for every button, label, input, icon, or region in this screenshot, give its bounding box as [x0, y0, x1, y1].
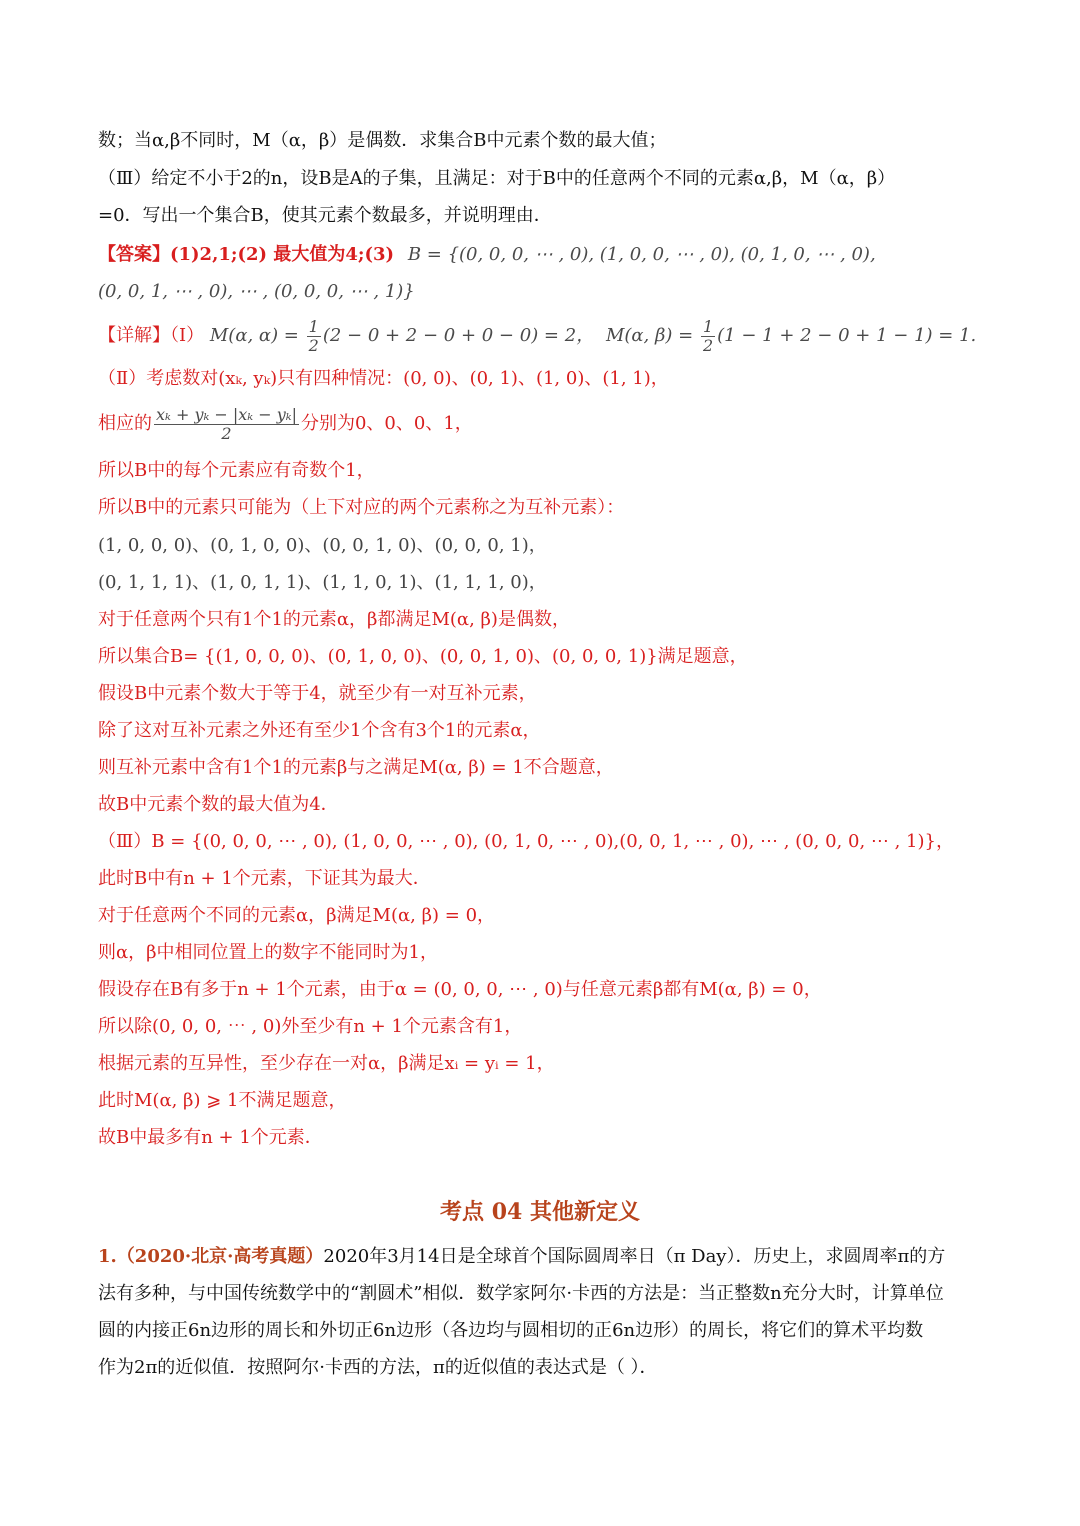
m-alpha-alpha: M(α, α) = [209, 325, 299, 346]
detail-3-suffix: 分别为0、0、0、1， [300, 413, 473, 434]
detail-line-12: 则互补元素中含有1个1的元素β与之满足M(α, β) = 1不合题意， [98, 757, 614, 778]
detail-line-11: 除了这对互补元素之外还有至少1个含有3个1的元素α， [98, 720, 541, 741]
detail-line-10: 假设B中元素个数大于等于4，就至少有一对互补元素， [98, 683, 537, 704]
detail-line-8: 对于任意两个只有1个1的元素α，β都满足M(α, β)是偶数， [98, 609, 570, 630]
fraction-numerator: 1 [308, 316, 319, 336]
problem-text-1: 2020年3月14日是全球首个国际圆周率日（π Day）．历史上，求圆周率π的方 [323, 1246, 946, 1267]
m-alpha-beta: M(α, β) = [605, 325, 694, 346]
detail-label: 【详解】（Ⅰ） [98, 325, 205, 346]
detail-line-5: 所以B中的元素只可能为（上下对应的两个元素称之为互补元素）： [98, 497, 625, 518]
detail-line-15: 此时B中有n + 1个元素，下证其为最大． [98, 868, 431, 889]
detail-line-19: 所以除(0, 0, 0, ⋯ , 0)外至少有n + 1个元素含有1， [98, 1016, 523, 1037]
fraction-half-1 [307, 318, 321, 355]
problem-line-2: 法有多种，与中国传统数学中的“割圆术”相似．数学家阿尔·卡西的方法是：当正整数n充分大时，计算单位 [98, 1283, 944, 1304]
detail-line-22: 故B中最多有n + 1个元素． [98, 1127, 323, 1148]
answer-line [98, 242, 876, 268]
problem-source-label: 1.（2020·北京·高考真题） [98, 1246, 324, 1267]
fraction-numerator: 1 [702, 316, 714, 336]
detail-line-17: 则α，β中相同位置上的数字不能同时为1， [98, 942, 439, 963]
question-line-2: （Ⅲ）给定不小于2的n，设B是A的子集，且满足：对于B中的任意两个不同的元素α,β，M（α，β） [98, 168, 896, 189]
problem-line-4: 作为2π的近似值．按照阿尔·卡西的方法，π的近似值的表达式是（ ）． [98, 1357, 658, 1378]
detail-line-21: 此时M(α, β) ⩾ 1不满足题意， [98, 1090, 347, 1111]
detail-line-20: 根据元素的互异性，至少存在一对α，β满足xᵢ = yᵢ = 1， [98, 1053, 555, 1074]
detail-line-16: 对于任意两个不同的元素α，β满足M(α, β) = 0， [98, 905, 496, 926]
detail-3-prefix: 相应的 [98, 413, 152, 434]
answer-set-part1: B = {(0, 0, 0, ⋯ , 0), (1, 0, 0, ⋯ , 0), (0, 1, 0, ⋯ , 0), [407, 244, 876, 265]
detail-line-6: (1, 0, 0, 0)、(0, 1, 0, 0)、(0, 0, 1, 0)、(0, 0, 0, 1)， [98, 535, 547, 556]
question-line-3: =0．写出一个集合B，使其元素个数最多，并说明理由． [98, 205, 552, 226]
fraction-half-2 [701, 318, 715, 355]
problem-line-1 [98, 1244, 945, 1270]
answer-set-part2: (0, 0, 1, ⋯ , 0), ⋯ , (0, 0, 0, ⋯ , 1)} [98, 281, 415, 302]
detail-line-7: (0, 1, 1, 1)、(1, 0, 1, 1)、(1, 1, 0, 1)、(1, 1, 1, 0)， [98, 572, 547, 593]
detail-line-3 [98, 402, 473, 446]
detail-line-1 [98, 316, 976, 356]
detail-line-4: 所以B中的每个元素应有奇数个1， [98, 460, 375, 481]
fraction-numerator: xₖ + yₖ − |xₖ − yₖ| [156, 404, 297, 424]
answer-line-2 [98, 279, 415, 305]
m-alpha-alpha-value: (2 − 0 + 2 − 0 + 0 − 0) = 2， [322, 325, 595, 346]
fraction-denominator: 2 [308, 335, 319, 355]
detail-line-13: 故B中元素个数的最大值为4． [98, 794, 339, 815]
detail-line-14: （Ⅲ）B = {(0, 0, 0, ⋯ , 0), (1, 0, 0, ⋯ , 0), (0, 1, 0, ⋯ , 0),(0, 0, 1, ⋯ , 0), ⋯ , (0, 0, 0, ⋯ , 1)}， [98, 831, 954, 852]
fraction-denominator: 2 [702, 335, 714, 355]
problem-line-3: 圆的内接正6n边形的周长和外切正6n边形（各边均与圆相切的正6n边形）的周长，将它们的算术平均数 [98, 1320, 924, 1341]
m-alpha-beta-value: (1 − 1 + 2 − 0 + 1 − 1) = 1. [717, 325, 977, 346]
question-line-1: 数；当α,β不同时，M（α，β）是偶数．求集合B中元素个数的最大值； [98, 130, 667, 151]
detail-line-2: （Ⅱ）考虑数对(xₖ, yₖ)只有四种情况：(0, 0)、(0, 1)、(1, 0)、(1, 1)， [98, 368, 669, 389]
fraction-denominator: 2 [221, 423, 232, 443]
fraction-expression [154, 406, 299, 443]
section-title: 考点 04 其他新定义 [440, 1199, 640, 1225]
detail-line-18: 假设存在B有多于n + 1个元素，由于α = (0, 0, 0, ⋯ , 0)与任意元素β都有M(α, β) = 0， [98, 979, 822, 1000]
answer-label: 【答案】(1)2,1;(2) 最大值为4;(3) [98, 244, 395, 265]
detail-line-9: 所以集合B= {(1, 0, 0, 0)、(0, 1, 0, 0)、(0, 0, 1, 0)、(0, 0, 0, 1)}满足题意， [98, 646, 748, 667]
